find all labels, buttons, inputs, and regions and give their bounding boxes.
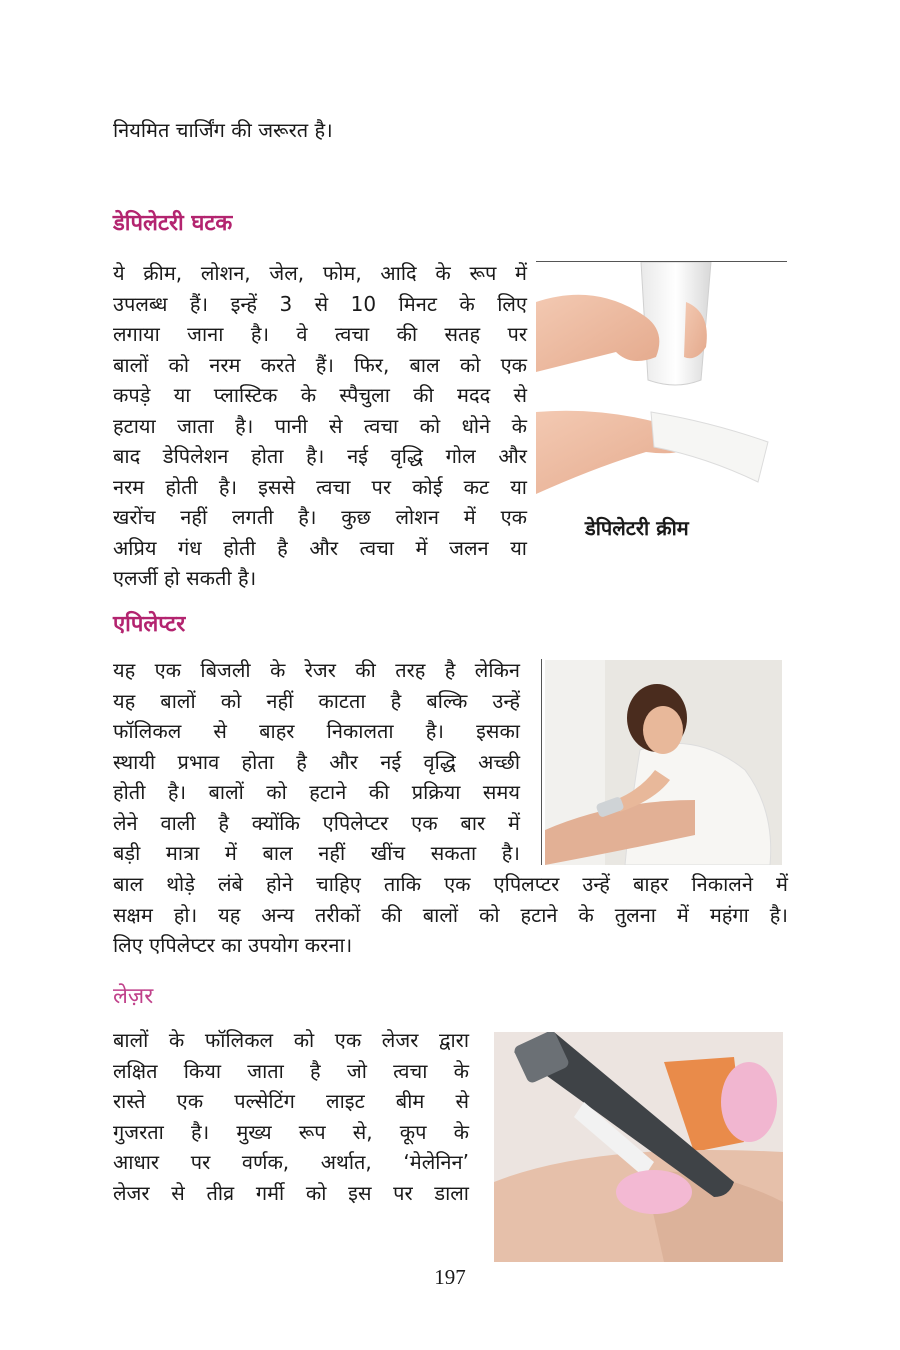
text-line: बाल थोड़े लंबे होने चाहिए ताकि एक एपिलप्टर उन्हें बाहर निकालने में [113, 872, 788, 896]
text-line: लगाया जाना है। वे त्वचा की सतह पर [113, 322, 527, 346]
text-line: लेजर से तीव्र गर्मी को इस पर डाला [113, 1180, 469, 1205]
text-line: लेने वाली है क्योंकि एपिलेप्टर एक बार में [113, 810, 520, 835]
laser-photo [494, 1032, 783, 1262]
text-line: उपलब्ध हैं। इन्हें 3 से 10 मिनट के लिए [113, 291, 527, 316]
text-line: फॉलिकल से बाहर निकालता है। इसका [113, 719, 520, 743]
photo-side-rule [541, 659, 542, 865]
text-line: रास्ते एक पल्सेटिंग लाइट बीम से [113, 1089, 469, 1113]
text-line: बड़ी मात्रा में बाल नहीं खींच सकता है। [113, 841, 520, 865]
text-line: हटाया जाता है। पानी से त्वचा को धोने के [113, 413, 527, 438]
text-line: लक्षित किया जाता है जो त्वचा के [113, 1058, 469, 1083]
epilator-heading: एपिलेप्टर [113, 612, 186, 637]
laser-treatment-illustration [494, 1032, 783, 1262]
intro-text [113, 115, 413, 146]
text-line: लिए एपिलेप्टर का उपयोग करना। [113, 933, 353, 957]
text-line: यह एक बिजली के रेजर की तरह है लेकिन [113, 658, 520, 682]
text-line: बालों के फॉलिकल को एक लेजर द्वारा [113, 1028, 469, 1052]
text-line: ये क्रीम, लोशन, जेल, फोम, आदि के रूप में [113, 261, 527, 285]
page-number: 197 [434, 1265, 466, 1289]
laser-paragraph [113, 1025, 469, 1208]
cream-application-illustration [536, 262, 770, 494]
text-line: बाद डेपिलेशन होता है। नई वृद्धि गोल और [113, 444, 527, 468]
epilator-woman-illustration [545, 660, 782, 865]
depilatory-paragraph [113, 258, 527, 594]
text-line: सक्षम हो। यह अन्य तरीकों की बालों को हटाने के तुलना में महंगा है। [113, 902, 788, 927]
epilator-paragraph-narrow [113, 655, 520, 869]
text-line: स्थायी प्रभाव होता है और नई वृद्धि अच्छी [113, 749, 520, 774]
text-line: नरम होती है। इससे त्वचा पर कोई कट या [113, 474, 527, 499]
depilatory-caption: डेपिलेटरी क्रीम [585, 516, 689, 540]
intro-line: नियमित चार्जिंग की जरूरत है। [113, 118, 333, 142]
depilatory-cream-photo [536, 262, 770, 494]
text-line: बालों को नरम करते हैं। फिर, बाल को एक [113, 352, 527, 377]
text-line: कपड़े या प्लास्टिक के स्पैचुला की मदद से [113, 383, 527, 407]
text-line: गुजरता है। मुख्य रूप से, कूप के [113, 1119, 469, 1144]
text-line: आधार पर वर्णक, अर्थात, ‘मेलेनिन’ [113, 1150, 469, 1174]
text-line: यह बालों को नहीं काटता है बल्कि उन्हें [113, 688, 520, 713]
epilator-photo [545, 660, 782, 865]
laser-heading: लेज़र [113, 984, 154, 1009]
text-line: होती है। बालों को हटाने की प्रक्रिया समय [113, 780, 520, 804]
epilator-paragraph-wide [113, 869, 788, 961]
text-line: अप्रिय गंध होती है और त्वचा में जलन या [113, 535, 527, 560]
depilatory-heading: डेपिलेटरी घटक [113, 211, 233, 236]
text-line: एलर्जी हो सकती है। [113, 566, 257, 590]
text-line: खरोंच नहीं लगती है। कुछ लोशन में एक [113, 505, 527, 529]
